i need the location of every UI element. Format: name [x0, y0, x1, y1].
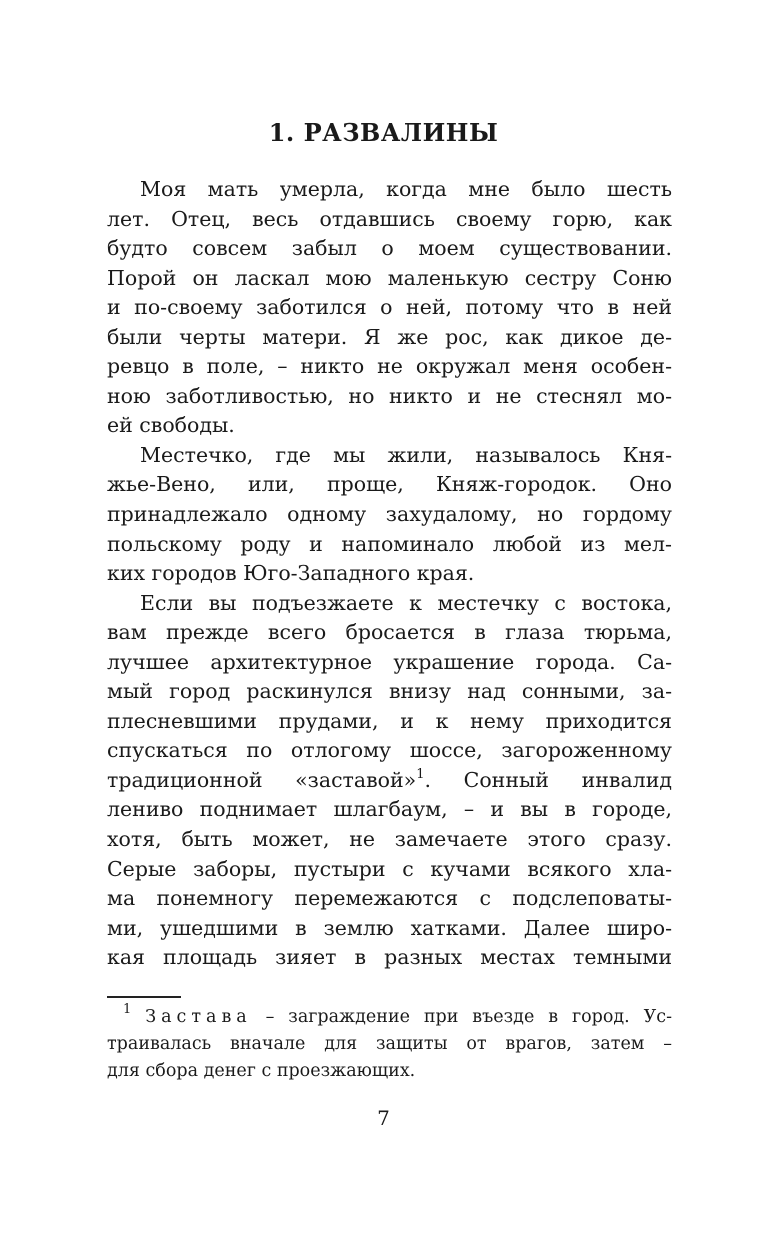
text-line: Местечко, где мы жили, называлось Кня-	[140, 442, 672, 467]
text-line: жье-Вено, или, проще, Княж-городок. Оно	[107, 472, 672, 497]
text-line: ких городов Юго-Западного края.	[107, 561, 475, 586]
footnote-text: – заграждение при въезде в город. Ус-	[251, 1007, 672, 1027]
text-line: лучшее архитектурное украшение города. Са-	[107, 649, 672, 674]
footnote-line: траивалась вначале для защиты от врагов, затем –	[107, 1034, 672, 1054]
main-text	[107, 175, 672, 973]
text-line: лет. Отец, весь отдавшись своему горю, как	[107, 206, 672, 231]
footnote-divider	[107, 996, 181, 998]
text-line: ми, ушедшими в землю хатками. Далее широ-	[107, 915, 672, 940]
footnote-ref[interactable]: 1	[416, 766, 425, 782]
text-line: ною заботливостью, но никто и не стеснял мо-	[107, 383, 672, 408]
text-segment: традиционной «заставой»	[107, 767, 417, 792]
text-line: ма понемногу перемежаются с подслеповаты-	[107, 886, 672, 911]
footnote-line: для сбора денег с проезжающих.	[107, 1061, 416, 1081]
text-line: Если вы подъезжаете к местечку с востока,	[140, 590, 672, 615]
footnote-marker: 1	[123, 1002, 132, 1017]
text-line: будто совсем забыл о моем существовании.	[107, 236, 672, 261]
chapter-title: 1. РАЗВАЛИНЫ	[268, 118, 499, 147]
text-line: плесневшими прудами, и к нему приходится	[107, 708, 672, 733]
text-line-with-footnote-ref	[107, 766, 672, 796]
text-line: мый город раскинулся внизу над сонными, за-	[107, 679, 672, 704]
text-line: лениво поднимает шлагбаум, – и вы в городе,	[107, 797, 672, 822]
text-line: ей свободы.	[107, 413, 235, 438]
text-line: и по-своему заботился о ней, потому что в ней	[107, 295, 672, 320]
text-segment: . Сонный инвалид	[424, 767, 672, 792]
text-line: были черты матери. Я же рос, как дикое де-	[107, 324, 672, 349]
text-line: вам прежде всего бросается в глаза тюрьма,	[107, 620, 672, 645]
footnote-line	[107, 1004, 672, 1031]
text-line: Порой он ласкал мою маленькую сестру Соню	[107, 265, 672, 290]
footnote-term: Застава	[145, 1007, 252, 1027]
text-line: спускаться по отлогому шоссе, загороженному	[107, 738, 672, 763]
text-line: принадлежало одному захудалому, но гордому	[107, 502, 672, 527]
text-line: польскому роду и напоминало любой из мел-	[107, 531, 672, 556]
page-number: 7	[377, 1106, 390, 1130]
text-line: Моя мать умерла, когда мне было шесть	[140, 177, 672, 201]
text-line: Серые заборы, пустыри с кучами всякого хла-	[107, 856, 672, 881]
footnote	[107, 1004, 672, 1085]
text-line: кая площадь зияет в разных местах темными	[107, 945, 672, 970]
text-line: ревцо в поле, – никто не окружал меня особен-	[107, 354, 672, 379]
text-line: хотя, быть может, не замечаете этого сразу.	[107, 827, 672, 852]
